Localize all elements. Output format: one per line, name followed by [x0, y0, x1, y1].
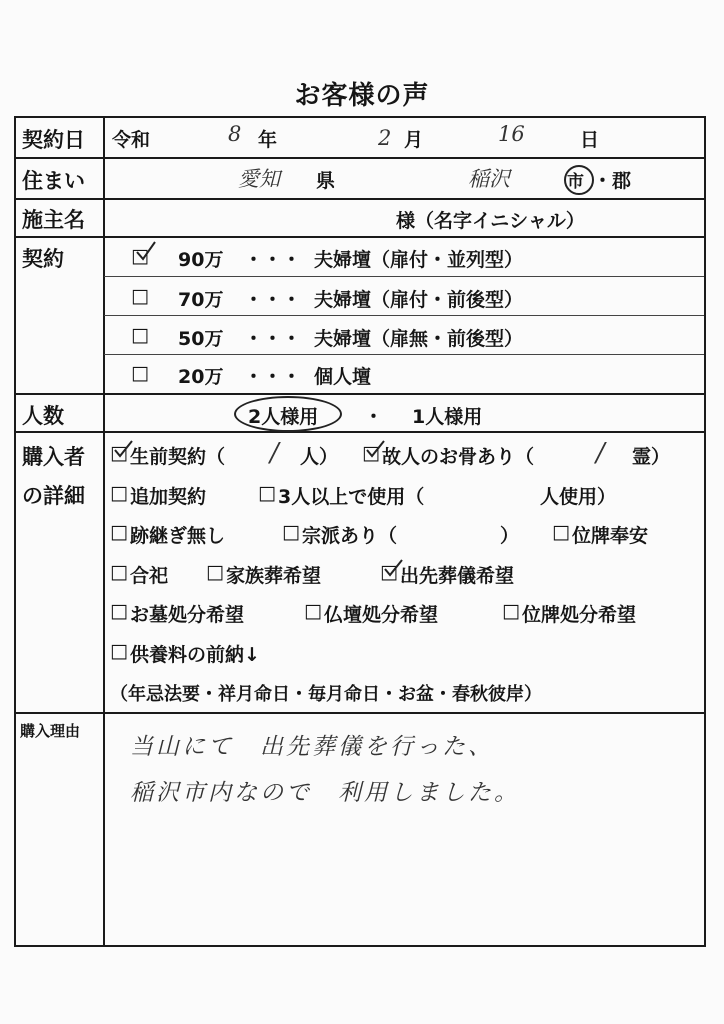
prefecture-value: 愛知: [238, 167, 280, 191]
additional-contract-label: 追加契約: [130, 486, 207, 508]
reason-label: 購入理由: [20, 722, 81, 740]
checkbox[interactable]: □: [502, 600, 520, 622]
check-mark-icon: [134, 240, 158, 264]
option-dots: ・・・: [244, 249, 302, 271]
checkbox[interactable]: □: [380, 561, 398, 583]
owner-suffix: 様（名字イニシャル）: [396, 210, 585, 232]
row-divider: [14, 393, 706, 395]
contract-label: 契約: [22, 247, 64, 271]
checkbox[interactable]: □: [110, 442, 128, 464]
checkbox[interactable]: □: [206, 561, 224, 583]
owner-label: 施主名: [22, 208, 85, 232]
checkbox[interactable]: □: [258, 482, 276, 504]
details-label-line2: の詳細: [22, 484, 85, 508]
year-unit: 年: [258, 129, 278, 151]
page-title: お客様の声: [294, 81, 430, 111]
people-option-2[interactable]: 2人様用: [248, 406, 319, 428]
checkbox[interactable]: □: [282, 521, 300, 543]
city-mark: 市: [567, 172, 584, 192]
ihai-enshrine-label: 位牌奉安: [572, 525, 649, 547]
remains-count: /: [596, 438, 605, 468]
prefecture-unit: 県: [316, 170, 336, 192]
sect-label: 宗派あり（: [302, 525, 398, 547]
row-divider: [14, 157, 706, 159]
people-option-1[interactable]: 1人様用: [412, 406, 483, 428]
offsite-funeral-label: 出先葬儀希望: [400, 565, 515, 587]
checkbox[interactable]: □: [552, 521, 570, 543]
option-checkbox[interactable]: □: [131, 245, 149, 267]
city-value: 稲沢: [468, 167, 510, 191]
month-unit: 月: [404, 129, 424, 151]
table-border-bottom: [14, 945, 706, 947]
table-border-right: [704, 116, 706, 947]
era: 令和: [112, 129, 151, 151]
three-plus-end: 人使用）: [540, 486, 617, 508]
remains-end: 霊）: [632, 446, 671, 468]
checkbox[interactable]: □: [110, 640, 128, 662]
option-price: 90万: [178, 249, 224, 271]
option-dots: ・・・: [244, 366, 302, 388]
day-unit: 日: [580, 129, 600, 151]
option-desc: 夫婦壇（扉無・前後型）: [314, 328, 524, 350]
option-price: 20万: [178, 366, 224, 388]
altar-disposal-label: 仏壇処分希望: [324, 604, 439, 626]
checkbox[interactable]: □: [110, 600, 128, 622]
table-border-left: [14, 116, 16, 947]
people-label: 人数: [22, 404, 64, 428]
row-divider: [14, 712, 706, 714]
checkbox[interactable]: □: [362, 442, 380, 464]
city-suffix: ・郡: [593, 170, 632, 192]
people-separator: ・: [364, 406, 384, 428]
year-value: 8: [228, 122, 242, 146]
joint-burial-label: 合祀: [130, 565, 169, 587]
checkbox[interactable]: □: [110, 561, 128, 583]
prepayment-label: 供養料の前納↓: [130, 644, 260, 666]
pre-contract-end: 人）: [300, 446, 339, 468]
checkbox[interactable]: □: [304, 600, 322, 622]
option-divider: [104, 354, 704, 355]
row-divider: [14, 236, 706, 238]
no-successor-label: 跡継ぎ無し: [130, 525, 226, 547]
details-label-line1: 購入者: [22, 445, 85, 469]
contract-date-label: 契約日: [22, 128, 85, 152]
table-border-top: [14, 116, 706, 118]
option-price: 50万: [178, 328, 224, 350]
address-label: 住まい: [22, 169, 85, 193]
row-divider: [14, 431, 706, 433]
option-checkbox[interactable]: □: [131, 324, 149, 346]
pre-contract-label: 生前契約（: [130, 446, 226, 468]
reason-line-1: 当山にて 出先葬儀を行った、: [130, 734, 494, 760]
grave-disposal-label: お墓処分希望: [130, 604, 245, 626]
label-column-divider: [103, 116, 105, 947]
ihai-disposal-label: 位牌処分希望: [522, 604, 637, 626]
option-dots: ・・・: [244, 328, 302, 350]
three-plus-label: 3人以上で使用（: [278, 486, 425, 508]
option-desc: 夫婦壇（扉付・前後型）: [314, 289, 524, 311]
sect-end: ）: [500, 525, 520, 547]
option-divider: [104, 276, 704, 277]
option-divider: [104, 315, 704, 316]
remains-label: 故人のお骨あり（: [382, 446, 535, 468]
pre-contract-count: /: [270, 438, 279, 468]
reason-line-2: 稲沢市内なので 利用しました。: [130, 780, 520, 806]
option-desc: 夫婦壇（扉付・並列型）: [314, 249, 524, 271]
option-dots: ・・・: [244, 289, 302, 311]
option-checkbox[interactable]: □: [131, 362, 149, 384]
option-price: 70万: [178, 289, 224, 311]
checkbox[interactable]: □: [110, 482, 128, 504]
family-funeral-label: 家族葬希望: [226, 565, 322, 587]
memorial-note: （年忌法要・祥月命日・毎月命日・お盆・春秋彼岸）: [110, 684, 542, 705]
checkbox[interactable]: □: [110, 521, 128, 543]
month-value: 2: [378, 126, 392, 150]
option-checkbox[interactable]: □: [131, 285, 149, 307]
option-desc: 個人壇: [314, 366, 372, 388]
day-value: 16: [498, 122, 525, 146]
row-divider: [14, 198, 706, 200]
